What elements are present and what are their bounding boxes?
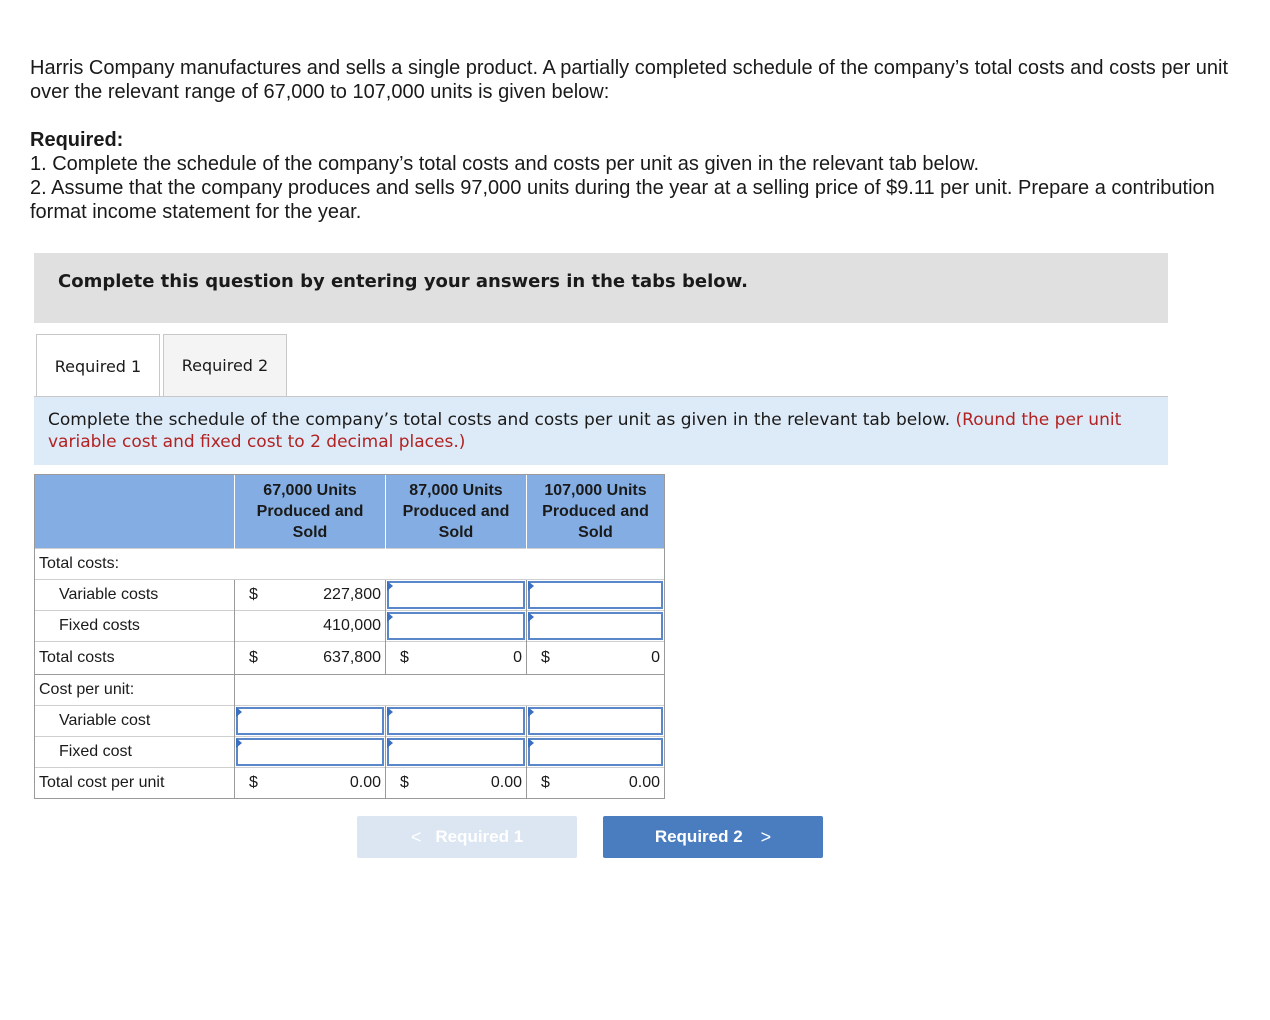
rounding-note: (Round the per unit variable cost and fixed cost to 2 decimal places.) bbox=[48, 410, 1122, 452]
amount-value: 0 bbox=[513, 649, 522, 666]
instructions-banner bbox=[34, 253, 1168, 323]
variable-cost-87000-input[interactable] bbox=[387, 707, 525, 735]
instruction-text: Complete the schedule of the company’s total costs and costs per unit as given in the relevant tab below. bbox=[48, 410, 956, 430]
header-107000-units bbox=[527, 475, 665, 549]
currency-symbol: $ bbox=[249, 649, 258, 666]
total-cost-per-unit-67000 bbox=[235, 768, 386, 799]
table-row bbox=[35, 580, 665, 611]
header-87000-units bbox=[386, 475, 527, 549]
empty-cell bbox=[235, 549, 386, 580]
tab-instruction bbox=[34, 397, 1168, 465]
variable-cost-107000-cell bbox=[527, 706, 665, 737]
total-costs-107000 bbox=[527, 642, 665, 675]
amount-value: 227,800 bbox=[323, 586, 381, 603]
variable-cost-67000-input[interactable] bbox=[236, 707, 384, 735]
table-row bbox=[35, 737, 665, 768]
variable-costs-87000-cell bbox=[386, 580, 527, 611]
row-label-total-costs: Total costs bbox=[35, 642, 235, 675]
currency-symbol: $ bbox=[249, 774, 258, 791]
header-line: Sold bbox=[292, 524, 328, 541]
variable-cost-87000-cell bbox=[386, 706, 527, 737]
required-heading: Required: bbox=[30, 129, 124, 151]
fixed-costs-67000 bbox=[235, 611, 386, 642]
required-item-1: 1. Complete the schedule of the company’s total costs and costs per unit as given in the relevant tab below. bbox=[30, 153, 980, 175]
total-costs-87000 bbox=[386, 642, 527, 675]
fixed-costs-107000-input[interactable] bbox=[528, 612, 663, 640]
currency-symbol: $ bbox=[249, 586, 258, 603]
row-label-fixed-costs: Fixed costs bbox=[35, 611, 235, 642]
header-line: Produced and bbox=[256, 503, 364, 520]
table-row bbox=[35, 611, 665, 642]
fixed-cost-67000-cell bbox=[235, 737, 386, 768]
table-row bbox=[35, 642, 665, 675]
fixed-cost-87000-input[interactable] bbox=[387, 738, 525, 766]
row-label-variable-costs: Variable costs bbox=[35, 580, 235, 611]
amount-value: 410,000 bbox=[323, 617, 381, 634]
empty-cell bbox=[386, 549, 527, 580]
total-cost-per-unit-87000 bbox=[386, 768, 527, 799]
amount-value: 0.00 bbox=[490, 774, 522, 791]
amount-value: 0.00 bbox=[349, 774, 381, 791]
empty-cell bbox=[235, 675, 386, 706]
amount-value: 0 bbox=[651, 649, 660, 666]
empty-cell bbox=[527, 549, 665, 580]
empty-cell bbox=[386, 675, 527, 706]
table-row bbox=[35, 675, 665, 706]
row-label-cost-per-unit-heading: Cost per unit: bbox=[35, 675, 235, 706]
header-line: 87,000 Units bbox=[409, 482, 503, 499]
row-label-variable-cost: Variable cost bbox=[35, 706, 235, 737]
chevron-left-icon: < bbox=[410, 826, 422, 847]
row-label-fixed-cost: Fixed cost bbox=[35, 737, 235, 768]
table-row bbox=[35, 706, 665, 737]
fixed-costs-87000-input[interactable] bbox=[387, 612, 525, 640]
fixed-cost-107000-cell bbox=[527, 737, 665, 768]
row-label-total-costs-heading: Total costs: bbox=[35, 549, 235, 580]
required-item-2: 2. Assume that the company produces and sells 97,000 units during the year at a selling price of $9.11 per unit. Prepare a contribution format income statement for the year. bbox=[30, 177, 1215, 223]
fixed-costs-87000-cell bbox=[386, 611, 527, 642]
amount-value: 637,800 bbox=[323, 649, 381, 666]
variable-cost-67000-cell bbox=[235, 706, 386, 737]
variable-cost-107000-input[interactable] bbox=[528, 707, 663, 735]
table-header-row bbox=[35, 475, 665, 549]
total-cost-per-unit-107000 bbox=[527, 768, 665, 799]
currency-symbol: $ bbox=[541, 774, 550, 791]
currency-symbol: $ bbox=[400, 774, 409, 791]
problem-intro: Harris Company manufactures and sells a single product. A partially completed schedule of the company’s total costs and costs per unit over the relevant range of 67,000 to 107,000 units is given below: bbox=[30, 57, 1229, 103]
table-row bbox=[35, 768, 665, 799]
tab-required-1[interactable] bbox=[36, 334, 160, 397]
header-line: Sold bbox=[438, 524, 474, 541]
header-line: Produced and bbox=[542, 503, 649, 520]
total-costs-67000 bbox=[235, 642, 386, 675]
variable-costs-107000-input[interactable] bbox=[528, 581, 663, 609]
variable-costs-107000-cell bbox=[527, 580, 665, 611]
tab-label: Required 2 bbox=[181, 356, 269, 375]
next-required-button[interactable] bbox=[603, 816, 823, 858]
chevron-right-icon: > bbox=[760, 826, 772, 847]
next-button-label: Required 2 bbox=[654, 827, 743, 846]
variable-costs-87000-input[interactable] bbox=[387, 581, 525, 609]
table-row bbox=[35, 549, 665, 580]
header-67000-units bbox=[235, 475, 386, 549]
fixed-cost-107000-input[interactable] bbox=[528, 738, 663, 766]
currency-symbol: $ bbox=[541, 649, 550, 666]
cost-schedule-table bbox=[34, 474, 665, 799]
variable-costs-67000 bbox=[235, 580, 386, 611]
tab-required-2[interactable] bbox=[163, 334, 287, 396]
currency-symbol: $ bbox=[400, 649, 409, 666]
previous-button-label: Required 1 bbox=[435, 827, 524, 846]
header-line: Sold bbox=[578, 524, 613, 541]
empty-cell bbox=[527, 675, 665, 706]
header-line: 67,000 Units bbox=[263, 482, 357, 499]
header-line: 107,000 Units bbox=[544, 482, 647, 499]
header-label-col bbox=[35, 475, 235, 549]
fixed-cost-87000-cell bbox=[386, 737, 527, 768]
amount-value: 0.00 bbox=[628, 774, 660, 791]
banner-text: Complete this question by entering your answers in the tabs below. bbox=[58, 271, 748, 292]
row-label-total-cost-per-unit: Total cost per unit bbox=[35, 768, 235, 799]
previous-required-button bbox=[357, 816, 577, 858]
fixed-cost-67000-input[interactable] bbox=[236, 738, 384, 766]
header-line: Produced and bbox=[402, 503, 510, 520]
fixed-costs-107000-cell bbox=[527, 611, 665, 642]
tab-label: Required 1 bbox=[54, 356, 142, 376]
